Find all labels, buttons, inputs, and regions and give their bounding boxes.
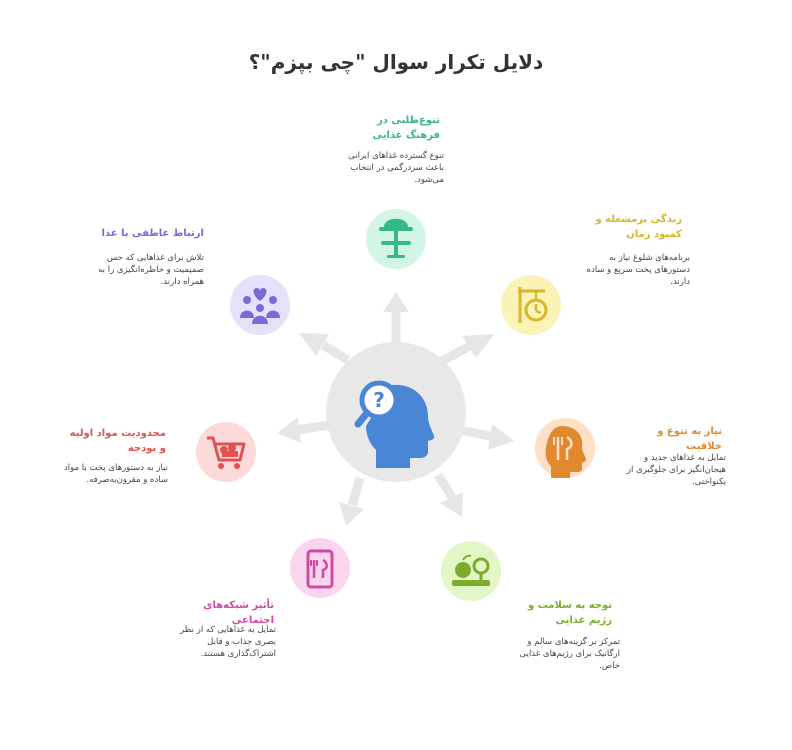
node-desc-social: تمایل به غذاهایی که از نظر بصری جذاب و قابل اشتراک‌گذاری هستند. — [180, 625, 276, 659]
arrow-right — [460, 424, 514, 450]
node-title-health: توجه به سلامت و رژیم غذایی — [528, 600, 612, 626]
svg-text:?: ? — [373, 388, 385, 412]
arrow-up — [383, 292, 409, 345]
node-title-budget: محدودیت مواد اولیه و بودجه — [69, 428, 166, 454]
arrow-up-right — [440, 334, 494, 362]
node-desc-health: تمرکز بر گزینه‌های سالم و ارگانیک برای رژیم‌های غذایی خاص. — [519, 637, 620, 671]
node-title-diversity: تنوع‌طلبی در فرهنگ غذایی — [372, 115, 440, 141]
arrow-down-right — [438, 475, 463, 517]
arrow-up-left — [299, 333, 348, 360]
arrow-down-left — [339, 478, 364, 526]
node-circle-busy-life — [501, 275, 561, 335]
node-title-social: تأثیر شبکه‌های اجتماعی — [203, 600, 274, 626]
arrow-left — [277, 417, 330, 443]
page-title: دلایل تکرار سوال "چی بپزم"؟ — [248, 50, 544, 74]
node-title-creativity: نیاز به تنوع و خلاقیت — [657, 426, 722, 452]
node-title-busy-life: زندگی پرمشغله و کمبود زمان — [595, 214, 682, 240]
node-desc-busy-life: برنامه‌های شلوغ نیاز به دستورهای پخت سریع و ساده دارند. — [586, 253, 690, 287]
node-circle-social — [290, 538, 350, 598]
node-desc-creativity: تمایل به غذاهای جدید و هیجان‌انگیز برای جلوگیری از یکنواختی. — [626, 453, 726, 487]
node-circle-health — [441, 541, 501, 601]
node-desc-diversity: تنوع گسترده غذاهای ایرانی باعث سردرگمی در انتخاب می‌شود. — [348, 151, 444, 185]
node-title-emotional: ارتباط عاطفی با غذا — [101, 228, 204, 239]
node-desc-budget: نیاز به دستورهای پخت با مواد ساده و مقرون‌به‌صرفه. — [64, 463, 168, 485]
node-desc-emotional: تلاش برای غذاهایی که حس صمیمیت و خاطره‌انگیزی را به همراه دارند. — [98, 253, 204, 287]
